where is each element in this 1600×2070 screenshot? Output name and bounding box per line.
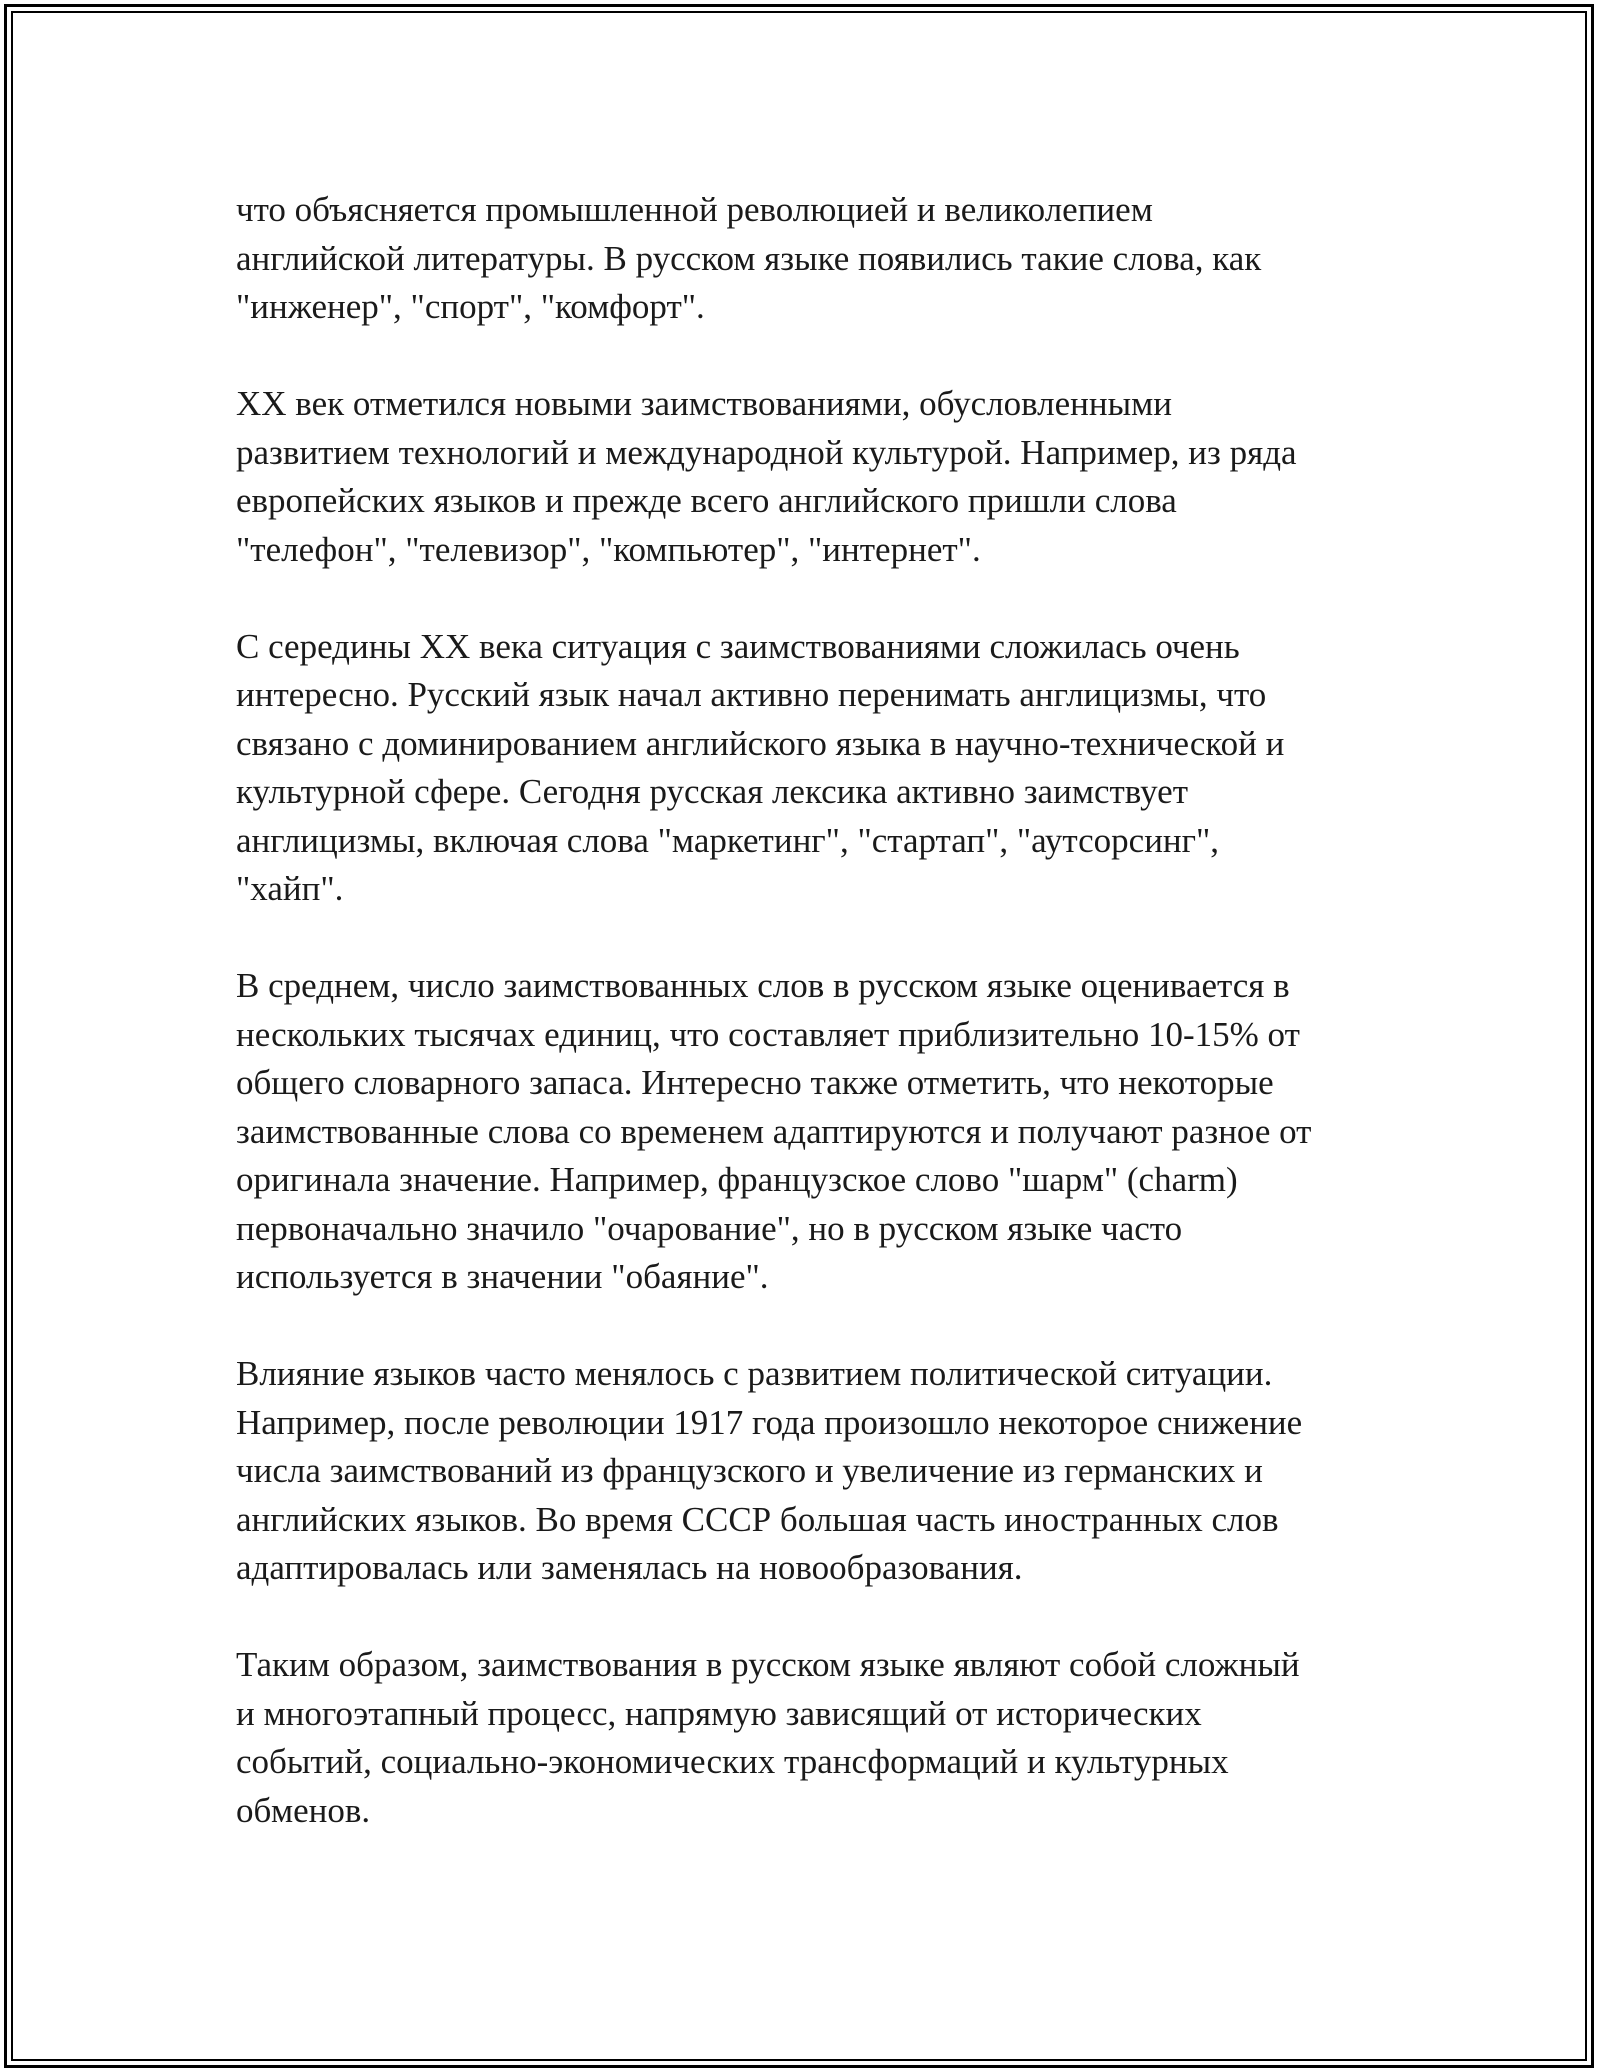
text-line: и многоэтапный процесс, напрямую зависящий от исторических	[236, 1693, 1202, 1733]
text-line: адаптировалась или заменялась на новообразования.	[236, 1548, 1023, 1587]
text-line: С середины XX века ситуация с заимствованиями сложилась очень	[236, 626, 1240, 666]
text-line: английской литературы. В русском языке появились такие слова, как	[236, 238, 1262, 278]
paragraph-1	[236, 186, 1406, 332]
text-line: Таким образом, заимствования в русском языке являют собой сложный	[236, 1645, 1300, 1684]
text-line: развитием технологий и международной культурой. Например, из ряда	[236, 432, 1297, 472]
text-line: событий, социально-экономических трансформаций и культурных	[236, 1742, 1229, 1781]
text-line: англицизмы, включая слова "маркетинг", "стартап", "аутсорсинг",	[236, 820, 1220, 860]
text-line: "инженер", "спорт", "комфорт".	[236, 287, 705, 326]
text-line: "телефон", "телевизор", "компьютер", "интернет".	[236, 529, 981, 569]
text-line: числа заимствований из французского и увеличение из германских и	[236, 1451, 1263, 1490]
text-line: "хайп".	[236, 869, 344, 908]
text-line: культурной сфере. Сегодня русская лексика активно заимствует	[236, 772, 1188, 811]
text-line: заимствованные слова со временем адаптируются и получают разное от	[236, 1111, 1312, 1151]
text-line: английских языков. Во время СССР большая часть иностранных слов	[236, 1499, 1279, 1539]
paragraph-4	[236, 962, 1406, 1302]
text-line: интересно. Русский язык начал активно перенимать англицизмы, что	[236, 675, 1267, 714]
paragraph-6	[236, 1641, 1406, 1835]
paragraph-5	[236, 1350, 1406, 1593]
text-line: используется в значении "обаяние".	[236, 1257, 769, 1296]
text-line: В среднем, число заимствованных слов в русском языке оценивается в	[236, 966, 1290, 1005]
text-line: общего словарного запаса. Интересно также отметить, что некоторые	[236, 1063, 1274, 1102]
text-line: европейских языков и прежде всего английского пришли слова	[236, 481, 1177, 520]
text-line: нескольких тысячах единиц, что составляет приблизительно 10-15% от	[236, 1014, 1300, 1054]
text-line: что объясняется промышленной революцией и великолепием	[236, 190, 1153, 229]
text-line: первоначально значило "очарование", но в русском языке часто	[236, 1208, 1183, 1248]
text-line: обменов.	[236, 1790, 371, 1830]
paragraph-2	[236, 380, 1406, 574]
text-line: Влияние языков часто менялось с развитием политической ситуации.	[236, 1354, 1273, 1393]
document-body	[236, 186, 1406, 1884]
paragraph-3	[236, 623, 1406, 914]
text-line: XX век отметился новыми заимствованиями, обусловленными	[236, 384, 1172, 423]
text-line: связано с доминированием английского языка в научно-технической и	[236, 723, 1285, 763]
text-line: оригинала значение. Например, французское слово "шарм" (charm)	[236, 1160, 1238, 1199]
text-line: Например, после революции 1917 года произошло некоторое снижение	[236, 1402, 1303, 1442]
